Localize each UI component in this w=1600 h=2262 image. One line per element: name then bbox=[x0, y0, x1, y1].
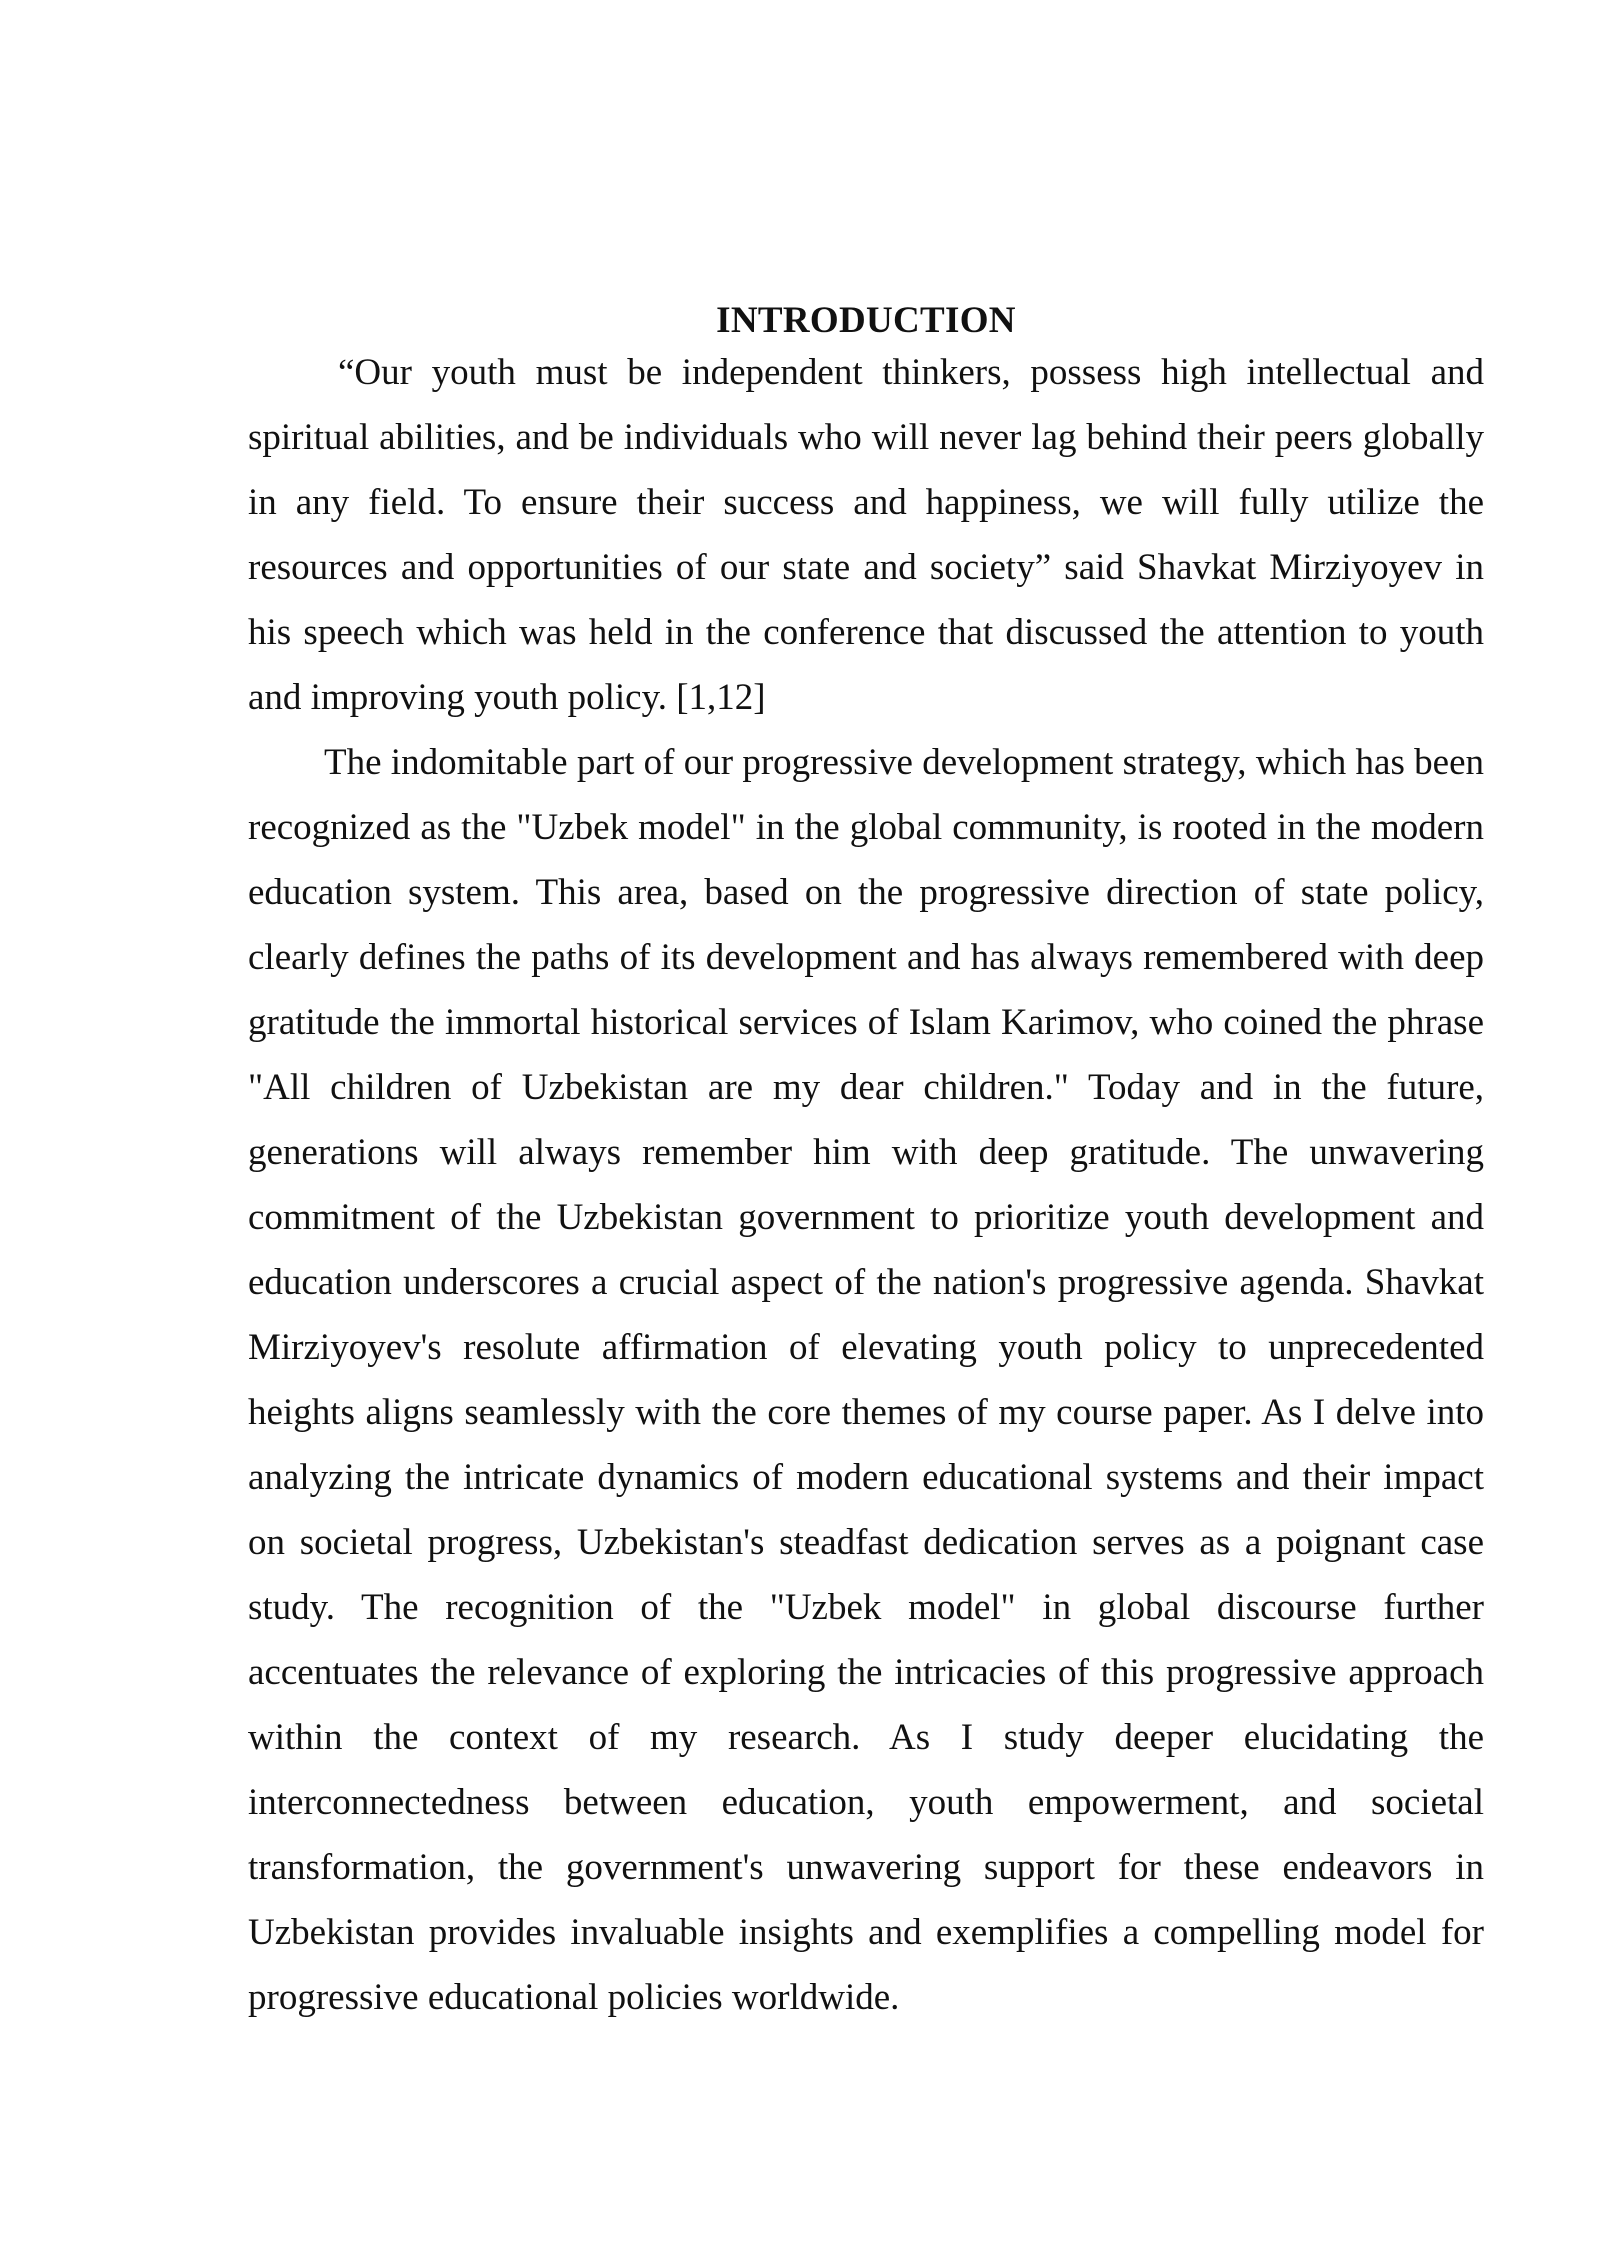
page-content bbox=[248, 290, 1484, 2030]
paragraph-quote: “Our youth must be independent thinkers, possess high intellectual and spiritual abilities, and be individuals who will never lag behind their peers globally in any field. To ensure their success and happiness, we will fully utilize the resources and opportunities of our state and society” said Shavkat Mirziyoyev in his speech which was held in the conference that discussed the attention to youth and improving youth policy. [1,12] bbox=[248, 352, 1484, 718]
paragraph-body: The indomitable part of our progressive development strategy, which has been recognized as the "Uzbek model" in the global community, is rooted in the modern education system. This area, based on the progressive direction of state policy, clearly defines the paths of its development and has always remembered with deep gratitude the immortal historical services of Islam Karimov, who coined the phrase "All children of Uzbekistan are my dear children." Today and in the future, generations will always remember him with deep gratitude. The unwavering commitment of the Uzbekistan government to prioritize youth development and education underscores a crucial aspect of the nation's progressive agenda. Shavkat Mirziyoyev's resolute affirmation of elevating youth policy to unprecedented heights aligns seamlessly with the core themes of my course paper. As I delve into analyzing the intricate dynamics of modern educational systems and their impact on societal progress, Uzbekistan's steadfast dedication serves as a poignant case study. The recognition of the "Uzbek model" in global discourse further accentuates the relevance of exploring the intricacies of this progressive approach within the context of my research. As I study deeper elucidating the interconnectedness between education, youth empowerment, and societal transformation, the government's unwavering support for these endeavors in Uzbekistan provides invaluable insights and exemplifies a compelling model for progressive educational policies worldwide. bbox=[248, 742, 1484, 2018]
section-heading: INTRODUCTION bbox=[716, 300, 1016, 341]
